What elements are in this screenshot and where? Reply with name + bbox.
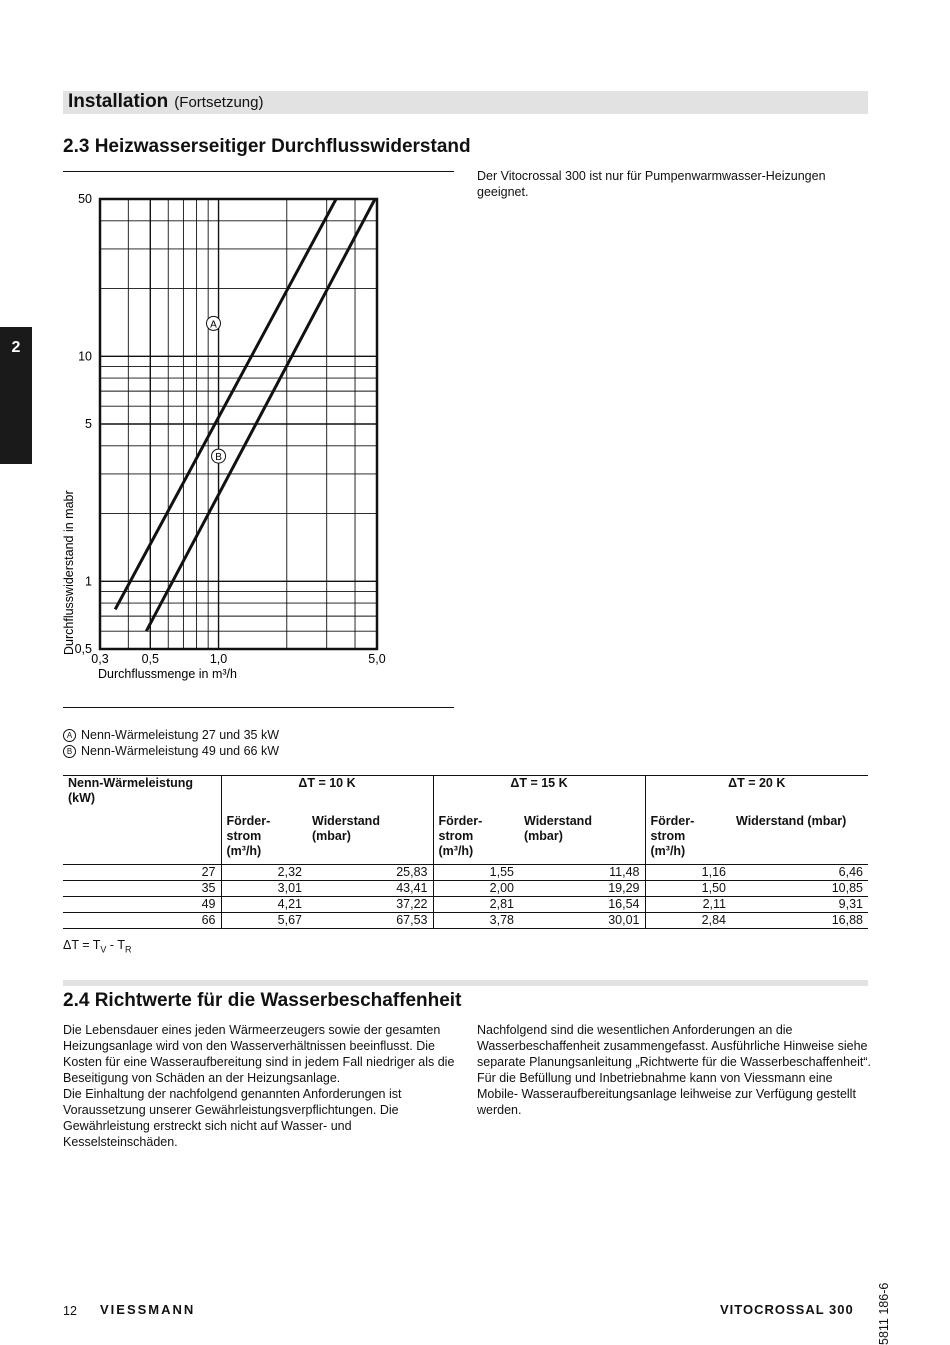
x-tick-label: 5,0: [368, 652, 386, 666]
table-row: 35 3,01 43,41 2,00 19,29 1,50 10,85: [63, 881, 868, 897]
col-heading: Nenn-Wärmeleistung (kW): [63, 776, 221, 807]
y-tick-label: 1: [85, 574, 92, 589]
x-tick-label: 1,0: [209, 652, 228, 666]
series-label-a: A: [210, 319, 217, 331]
legend-mark-a: A: [63, 729, 76, 742]
paragraph: Die Einhaltung der nachfolgend genannten Anforderungen ist Voraussetzung unserer Gewährleistungsverpflichtungen. Die Gewährleistung erstreckt sich nicht auf Wasser- und Kesselsteinschäden.: [63, 1087, 402, 1149]
table-row: 27 2,32 25,83 1,55 11,48 1,16 6,46: [63, 865, 868, 881]
section-2-4-left-column: [63, 1022, 458, 1150]
section-2-3-title: 2.3 Heizwasserseitiger Durchflusswiderstand: [63, 136, 471, 157]
chapter-tab: [0, 327, 32, 464]
y-tick-label: 5: [85, 417, 92, 431]
header-subtitle: (Fortsetzung): [174, 94, 264, 111]
legend-item-b: [63, 743, 279, 759]
chart-series: [115, 199, 375, 631]
sub-heading-flow: Förder- strom (m³/h): [433, 806, 519, 865]
chart-legend: [63, 727, 279, 759]
sub-heading-resistance: Widerstand (mbar): [524, 814, 592, 843]
delta-t-note: $\Delta T = T_V - T_R$: [63, 938, 132, 955]
series-label-b: B: [215, 452, 222, 464]
y-tick-label: 50: [78, 192, 92, 206]
pressure-drop-chart: [60, 185, 400, 690]
header-title-text: Installation: [68, 91, 169, 112]
header-title: [68, 91, 264, 114]
paragraph: Die Lebensdauer eines jeden Wärmeerzeugers sowie der gesamten Heizungsanlage wird von den Wasserverhältnissen beeinflusst. Die Kosten für eine Wasseraufbereitung sind in jedem Fall niedriger als die Beseitigung von Schäden an der Heizungsanlage.: [63, 1023, 455, 1085]
page-number: 12: [63, 1304, 77, 1318]
section-2-3-intro: Der Vitocrossal 300 ist nur für Pumpenwarmwasser-Heizungen geeignet.: [477, 169, 826, 199]
y-axis-label: Durchflusswiderstand in mabr: [62, 490, 76, 655]
legend-text-a: Nenn-Wärmeleistung 27 und 35 kW: [81, 728, 280, 742]
legend-mark-b: B: [63, 745, 76, 758]
paragraph: Nachfolgend sind die wesentlichen Anforderungen an die Wasserbeschaffenheit zusammengefasst. Ausführliche Hinweise siehe separate Planungsanleitung „Richtwerte für die Wasserbeschaffenheit“. Für die Befüllung und Inbetriebnahme kann von Viessmann eine Mobile- Wasseraufbereitungsanlage leihweise zur Verfügung gestellt werden.: [477, 1023, 871, 1117]
document-number: 5811 186-6: [877, 1282, 891, 1345]
table-row: 66 5,67 67,53 3,78 30,01 2,84 16,88: [63, 913, 868, 929]
group-heading-15k: ΔT = 15 K: [433, 776, 645, 807]
group-heading-10k: ΔT = 10 K: [221, 776, 433, 807]
series-line-a: [115, 199, 336, 609]
chart-bottom-rule: [63, 707, 454, 708]
chart-top-rule: [63, 171, 454, 172]
x-tick-label: 0,5: [141, 652, 159, 666]
brand-logo: VIESSMANN: [100, 1302, 196, 1317]
x-axis-label: Durchflussmenge in m³/h: [98, 667, 237, 681]
flow-resistance-table: [63, 775, 868, 929]
y-tick-label: 10: [78, 349, 92, 364]
chart-grid: [100, 199, 377, 649]
table-header-row-2: [63, 806, 868, 865]
chapter-tab-number: 2: [11, 339, 21, 356]
sub-heading-flow: Förder- strom (m³/h): [645, 806, 731, 865]
legend-item-a: [63, 727, 279, 743]
y-tick-label: 0,5: [74, 642, 92, 656]
sub-heading-resistance: Widerstand (mbar): [312, 814, 380, 843]
sub-heading-resistance: Widerstand (mbar): [736, 814, 847, 828]
section-2-4-right-column: [477, 1022, 872, 1118]
table-header-row-1: [63, 776, 868, 807]
table-row: 49 4,21 37,22 2,81 16,54 2,11 9,31: [63, 897, 868, 913]
section-divider: [63, 980, 868, 986]
section-2-4-title: 2.4 Richtwerte für die Wasserbeschaffenheit: [63, 990, 462, 1011]
sub-heading-flow: Förder- strom (m³/h): [221, 806, 307, 865]
series-line-b: [146, 199, 375, 631]
x-tick-label: 0,3: [91, 652, 109, 666]
legend-text-b: Nenn-Wärmeleistung 49 und 66 kW: [81, 744, 280, 758]
product-name: VITOCROSSAL 300: [720, 1302, 854, 1317]
group-heading-20k: ΔT = 20 K: [645, 776, 868, 807]
